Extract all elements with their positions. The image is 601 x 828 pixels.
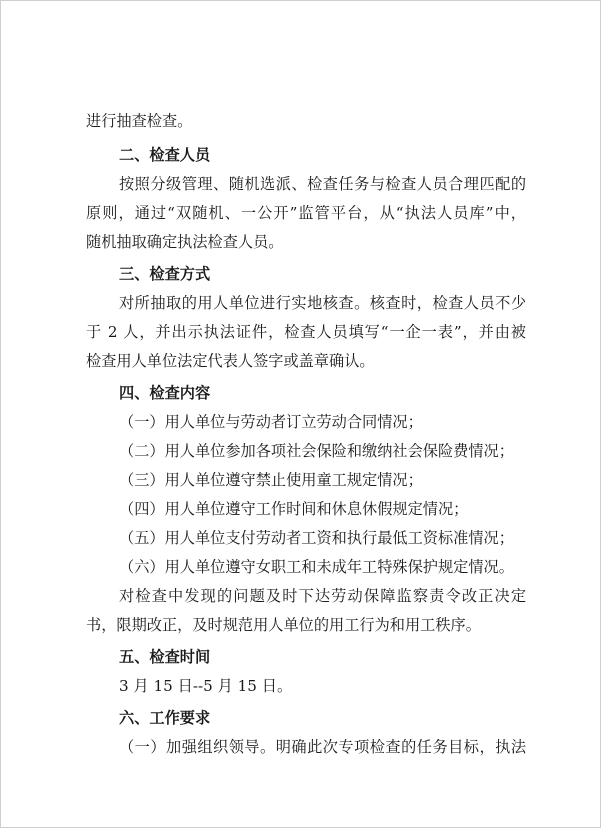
list-item: （四）用人单位遵守工作时间和休息休假规定情况； [119,500,469,518]
paragraph-line: 于 2 人，并出示执法证件，检查人员填写“一企一表”，并由被 [86,323,526,341]
list-item: （五）用人单位支付劳动者工资和执行最低工资标准情况； [119,529,514,547]
paragraph-line: 检查用人单位法定代表人签字或盖章确认。 [86,352,375,370]
paragraph-line: （一）加强组织领导。明确此次专项检查的任务目标，执法 [119,738,526,756]
paragraph-line: 按照分级管理、随机选派、检查任务与检查人员合理匹配的 [119,175,526,193]
section-heading-personnel: 二、检查人员 [119,146,211,164]
list-item: （二）用人单位参加各项社会保险和缴纳社会保险费情况； [119,442,514,460]
paragraph-line: 3 月 15 日--5 月 15 日。 [119,677,293,695]
paragraph-line: 随机抽取确定执法检查人员。 [86,233,284,251]
section-heading-content: 四、检查内容 [119,384,211,402]
section-heading-requirements: 六、工作要求 [119,709,211,727]
section-heading-time: 五、检查时间 [119,648,211,666]
list-item: （六）用人单位遵守女职工和未成年工特殊保护规定情况。 [119,558,514,576]
paragraph-line: 对检查中发现的问题及时下达劳动保障监察责令改正决定 [119,587,526,605]
paragraph-line: 原则，通过“双随机、一公开”监管平台，从“执法人员库”中， [86,204,526,222]
list-item: （三）用人单位遵守禁止使用童工规定情况； [119,471,423,489]
list-item: （一）用人单位与劳动者订立劳动合同情况； [119,413,423,431]
paragraph-line: 进行抽查检查。 [86,112,193,130]
paragraph-line: 书，限期改正，及时规范用人单位的用工行为和用工秩序。 [86,616,481,634]
section-heading-method: 三、检查方式 [119,265,211,283]
paragraph-line: 对所抽取的用人单位进行实地核查。核查时，检查人员不少 [119,294,526,312]
